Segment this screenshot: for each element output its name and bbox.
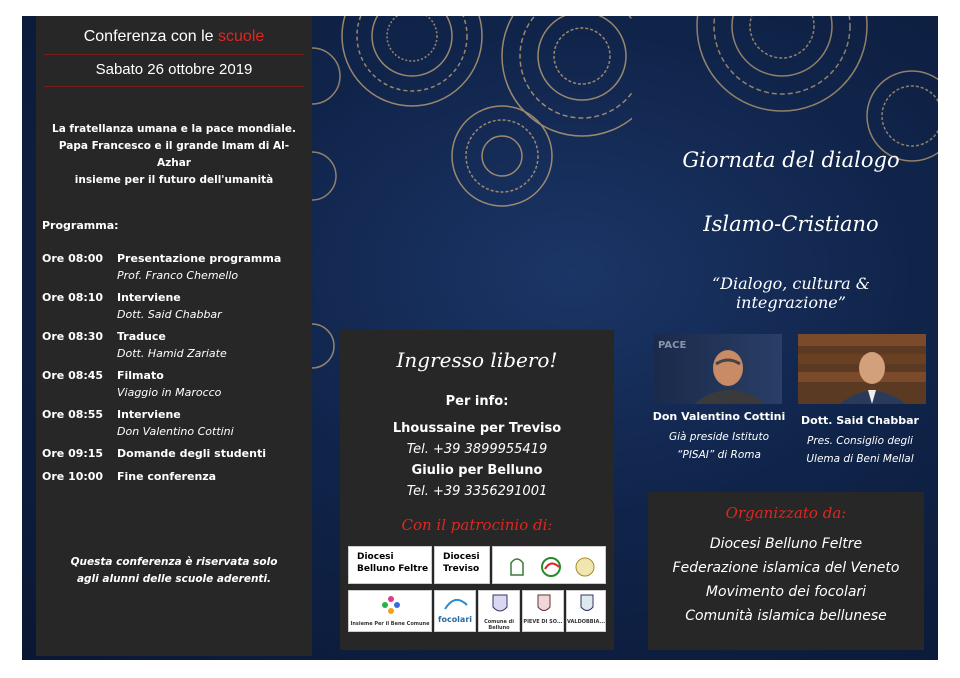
program-title: Presentazione programma: [117, 252, 282, 265]
speaker-name: Don Valentino Cottini: [652, 410, 786, 423]
program-time: Ore 08:55: [42, 408, 104, 421]
logo-text: Treviso: [443, 564, 480, 574]
program-time: Ore 10:00: [42, 470, 104, 483]
logo-caption: PIEVE DI SO...: [523, 619, 563, 625]
organizer-item: Diocesi Belluno Feltre: [709, 536, 863, 552]
speaker-role: [792, 432, 928, 468]
program-person: Dott. Said Chabbar: [117, 308, 222, 321]
logo-insieme: [348, 590, 432, 632]
focolari-icon: [435, 591, 476, 615]
logo-valdobbia: [566, 590, 606, 632]
divider: [44, 54, 304, 55]
note-line: Questa conferenza è riservata solo: [70, 556, 278, 568]
mandala-ornament-top-center: [332, 16, 632, 236]
logo-caption: VALDOBBIA...: [567, 619, 606, 625]
photo-valentino-cottini: [654, 334, 782, 404]
logo-caption: Comune di Belluno: [484, 619, 514, 631]
event-title-line2: Islamo-Cristiano: [703, 212, 879, 236]
intro-line: La fratellanza umana e la pace mondiale.: [52, 123, 296, 135]
logo-comune-belluno: [478, 590, 520, 632]
shield-icon: [479, 591, 520, 617]
intro-line: Papa Francesco e il grande Imam di Al-Azhar: [58, 140, 290, 169]
flower-icon: [349, 591, 432, 619]
patronage-label: Con il patrocinio di:: [401, 516, 553, 534]
program-title: Interviene: [117, 291, 181, 304]
coat-of-arms-icon: [567, 591, 606, 617]
photo-said-chabbar: [798, 334, 926, 404]
event-title-line1: Giornata del dialogo: [682, 148, 900, 172]
contact-phone: Tel. +39 3899955419: [406, 442, 548, 457]
program-title: Fine conferenza: [117, 470, 217, 483]
program-title: Domande degli studenti: [117, 447, 266, 460]
logo-group-islamic: [492, 546, 606, 584]
logo-diocesi-belluno: [348, 546, 432, 584]
role-line: Ulema di Beni Mellal: [806, 453, 914, 465]
reserved-note: [46, 554, 302, 588]
organizer-item: Comunità islamica bellunese: [685, 608, 887, 624]
conference-title-main: Conferenza con le: [83, 28, 214, 45]
logo-text: Diocesi: [357, 552, 394, 562]
program-time: Ore 08:00: [42, 252, 104, 265]
program-time: Ore 08:10: [42, 291, 104, 304]
logo-pieve: [522, 590, 564, 632]
note-line: agli alunni delle scuole aderenti.: [76, 573, 272, 585]
program-heading: Programma:: [42, 219, 119, 232]
conference-panel: [36, 16, 312, 656]
program-time: Ore 08:30: [42, 330, 104, 343]
info-panel: [340, 330, 614, 650]
speaker-name: Dott. Said Chabbar: [801, 414, 919, 427]
event-subtitle: “Dialogo, cultura & integrazione”: [711, 274, 871, 312]
contact-phone: Tel. +39 3356291001: [406, 484, 548, 499]
speaker-role: [648, 428, 790, 464]
contact-name: Lhoussaine per Treviso: [392, 421, 562, 436]
info-label: Per info:: [445, 394, 509, 409]
organizer-item: Federazione islamica del Veneto: [672, 560, 900, 576]
logo-caption: Insieme Per il Bene Comune: [350, 621, 430, 627]
photo-caption: PACE: [658, 340, 687, 351]
coat-of-arms-icon: [523, 591, 564, 617]
logo-text: Belluno Feltre: [357, 564, 429, 574]
program-title: Interviene: [117, 408, 181, 421]
conference-date: Sabato 26 ottobre 2019: [95, 61, 253, 78]
intro-text: [46, 121, 302, 189]
program-person: Don Valentino Cottini: [117, 425, 234, 438]
program-person: Prof. Franco Chemello: [117, 269, 239, 282]
intro-line: insieme per il futuro dell'umanità: [74, 174, 274, 186]
program-person: Viaggio in Marocco: [117, 386, 222, 399]
mandala-ornament-left-edge: [312, 16, 342, 416]
portrait-icon: [798, 334, 926, 404]
role-line: Pres. Consiglio degli: [807, 435, 913, 447]
conference-title-highlight: scuole: [218, 28, 265, 45]
contact-name: Giulio per Belluno: [411, 463, 543, 478]
role-line: Già preside Istituto: [668, 431, 770, 443]
brochure-sheet: [22, 16, 938, 660]
organizer-item: Movimento dei focolari: [705, 584, 867, 600]
logo-text: Diocesi: [443, 552, 480, 562]
program-title: Filmato: [117, 369, 164, 382]
role-line: “PISAI” di Roma: [677, 449, 761, 461]
divider: [44, 86, 304, 87]
free-entry-heading: Ingresso libero!: [396, 348, 558, 372]
logo-focolari: [434, 590, 476, 632]
organizers-panel: [648, 492, 924, 650]
conference-title: [36, 28, 312, 46]
program-person: Dott. Hamid Zariate: [117, 347, 227, 360]
program-title: Traduce: [117, 330, 166, 343]
logo-diocesi-treviso: [434, 546, 490, 584]
program-time: Ore 08:45: [42, 369, 104, 382]
emblems-icon: [493, 547, 606, 584]
organized-by-label: Organizzato da:: [725, 504, 847, 522]
logo-caption: focolari: [437, 615, 473, 624]
program-time: Ore 09:15: [42, 447, 104, 460]
